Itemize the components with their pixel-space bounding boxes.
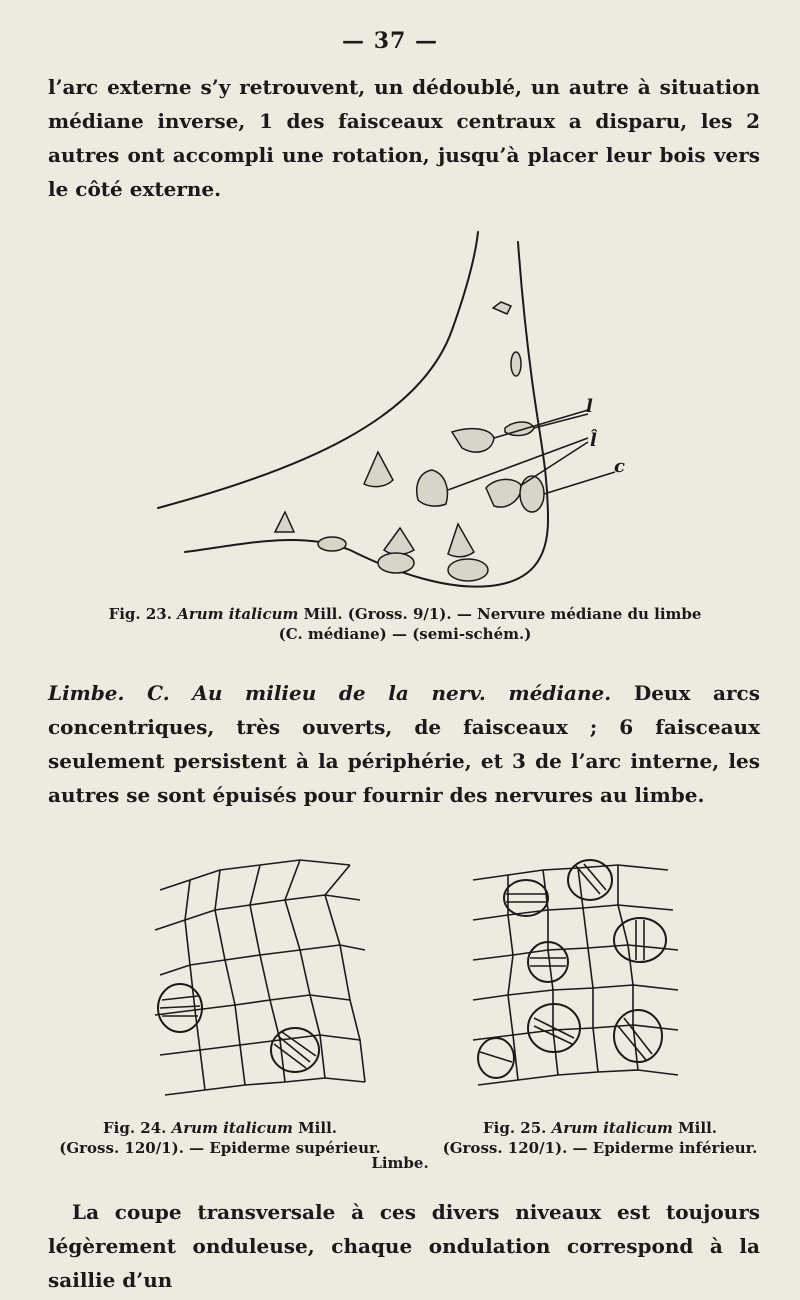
bundle <box>520 476 544 512</box>
bundle <box>493 302 511 314</box>
paragraph-1: l’arc externe s’y retrouvent, un dédoublé, un autre à situation médiane inverse, 1 des faisceaux centraux a disparu, les 2 autres ont accompli une rotation, jusqu’à placer leur bois vers le côté externe. <box>48 75 760 201</box>
figure-24-caption: Fig. 24. Arum italicum Mill. (Gross. 120/1). — Epiderme supérieur. <box>59 1119 381 1157</box>
bundle <box>486 479 522 507</box>
figure-23-drawing <box>0 0 800 600</box>
cell-network <box>155 860 365 1095</box>
vascular-bundles <box>275 302 544 581</box>
paragraph-2 <box>48 676 760 812</box>
stomata <box>478 860 666 1078</box>
bundle <box>448 559 488 581</box>
bundle <box>378 553 414 573</box>
bundle <box>511 352 521 376</box>
bundle <box>364 452 393 487</box>
bundle <box>318 537 346 551</box>
bundle <box>452 429 494 452</box>
figure-25-caption: Fig. 25. Arum italicum Mill. (Gross. 120/1). — Epiderme inférieur. <box>442 1119 758 1157</box>
label-c: c <box>614 456 625 477</box>
paragraph-3: La coupe transversale à ces divers niveaux est toujours légèrement onduleuse, chaque ondulation correspond à la saillie d’un <box>48 1200 760 1292</box>
page-number: — 37 — <box>342 28 438 54</box>
paragraph-2-rest: Deux arcs concentriques, très ouverts, de faisceaux ; 6 faisceaux seulement persistent à la périphérie, et 3 de l’arc interne, les autres se sont épuisés pour fournir des nervures au limbe. <box>48 681 760 807</box>
paragraph-2-lead: Limbe. C. Au milieu de la nerv. médiane. <box>48 681 612 705</box>
bundle <box>448 524 474 557</box>
outer-contour-upper <box>158 232 478 508</box>
label-l: l <box>586 396 593 417</box>
bundle <box>384 528 414 555</box>
bundle <box>275 512 294 532</box>
label-l-hat: l̂ <box>590 430 597 451</box>
shared-caption-limbe: Limbe. <box>371 1154 429 1172</box>
bundle <box>417 470 448 506</box>
figure-23-caption: Fig. 23. Arum italicum Mill. (Gross. 9/1). — Nervure médiane du limbe (C. médiane) — (semi-schém.) <box>108 605 702 643</box>
figure-25-drawing <box>468 850 688 1110</box>
outer-contour-lower <box>185 242 548 587</box>
figure-24-drawing <box>150 850 380 1110</box>
